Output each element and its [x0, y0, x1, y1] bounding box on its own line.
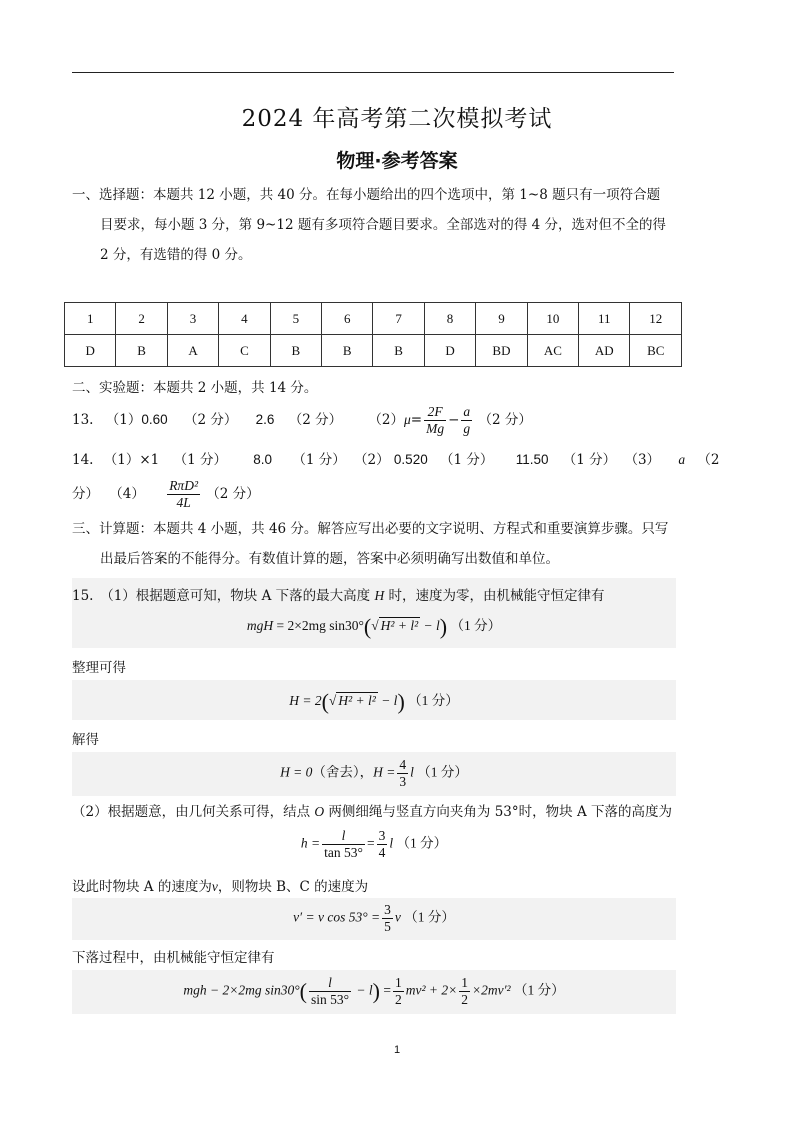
q14-value4: 11.50	[515, 452, 549, 467]
eq-term: mgh − 2×2mg sin30°	[183, 982, 300, 998]
fraction-numerator: 3	[384, 902, 391, 917]
question-number: 4	[219, 303, 270, 335]
eq-note: （舍去），	[312, 764, 374, 780]
eq-fraction	[459, 975, 470, 1008]
eq-fraction	[309, 975, 351, 1008]
answer-cell: AC	[527, 335, 578, 367]
page-number: 1	[393, 1044, 401, 1056]
q13-value2: 2.6	[255, 412, 275, 427]
fraction-denominator: g	[463, 421, 471, 436]
eq-fraction	[377, 828, 388, 861]
q13-score2: （2 分）	[288, 412, 343, 428]
answer-table-answers-row	[65, 335, 682, 367]
page-title: 2024 年高考第二次模拟考试	[241, 106, 553, 132]
eq-score: （1 分）	[396, 835, 448, 851]
answer-table-numbers-row	[65, 303, 682, 335]
question-number: 6	[322, 303, 373, 335]
answer-cell: D	[65, 335, 116, 367]
section1-line3: 2 分，有选错的得 0 分。	[100, 247, 252, 263]
q15-label-conservation: 下落过程中，由机械能守恒定律有	[72, 950, 275, 966]
answer-cell: B	[373, 335, 424, 367]
question-number: 2	[116, 303, 167, 335]
section3-instructions	[72, 514, 676, 574]
q15-equation-5	[72, 902, 676, 935]
answer-cell: AD	[579, 335, 630, 367]
question-number: 12	[630, 303, 682, 335]
eq-sqrt: H² + l²	[338, 693, 376, 709]
section2-heading: 二、实验题：本题共 2 小题，共 14 分。	[72, 380, 318, 396]
question-number: 11	[579, 303, 630, 335]
q15-part2-text	[72, 800, 672, 820]
q15-equation-1: mgH = 2×2mg sin30°(√ H² + l² − l) （1 分）	[246, 614, 502, 639]
q14-fraction	[167, 478, 200, 511]
eq-term: − l	[377, 693, 398, 709]
eq-term: mgH	[246, 618, 274, 634]
q14-score5b: 分）	[72, 486, 99, 502]
answer-cell: B	[270, 335, 321, 367]
eq-fraction	[397, 757, 408, 790]
q13-minus: −	[448, 412, 460, 428]
eq-term: l	[410, 764, 414, 780]
q14-part2-label: （2）	[354, 452, 390, 468]
fraction-denominator: Mg	[426, 421, 445, 436]
eq-fraction	[382, 902, 393, 935]
fraction-numerator: l	[322, 828, 365, 845]
eq-term: v′ = v cos 53° =	[293, 909, 381, 925]
eq-score: （1 分）	[404, 909, 455, 925]
q15-part2-text-1: （2）根据题意，由几何关系可得，结点	[72, 804, 315, 820]
eq-term: mv² + 2×	[405, 982, 458, 998]
eq-fraction	[322, 828, 365, 861]
q15-label-solve: 解得	[72, 732, 99, 748]
fraction-denominator: 4	[378, 845, 386, 860]
eq-term: ×2mv′²	[471, 982, 511, 998]
q15-label-text-2: ，则物块 B、C 的速度为	[217, 879, 369, 895]
question-number: 5	[270, 303, 321, 335]
q14-score5a: （2	[697, 452, 720, 468]
q13-value1: 0.60	[141, 412, 168, 427]
answer-cell: A	[167, 335, 218, 367]
eq-score: （1 分）	[513, 982, 565, 998]
eq-term: − l	[420, 618, 440, 634]
fraction-numerator: 1	[461, 975, 468, 990]
eq-score: （1 分）	[417, 764, 468, 780]
q13-score1: （2 分）	[183, 412, 238, 428]
q15-var-v: v	[211, 879, 218, 894]
answer-cell: B	[116, 335, 167, 367]
q13-fraction-2	[461, 404, 472, 437]
fraction-numerator: RπD²	[169, 478, 198, 493]
section3-line1: 三、计算题：本题共 4 小题，共 46 分。解答应写出必要的文字说明、方程式和重要演算步骤。只写	[72, 521, 669, 537]
q13-number: 13.	[72, 412, 94, 428]
section3-line2: 出最后答案的不能得分。有数值计算的题，答案中必须明确写出数值和单位。	[100, 551, 559, 567]
q13-score3: （2 分）	[478, 412, 532, 428]
top-rule	[72, 72, 674, 73]
fraction-numerator: l	[309, 975, 351, 992]
q15-intro	[72, 584, 604, 604]
eq-term: h =	[300, 835, 321, 851]
page-subtitle: 物理·参考答案	[336, 150, 458, 172]
q15-label-text: 设此时物块 A 的速度为	[72, 879, 212, 895]
q15-intro-text: 15. （1）根据题意可知，物块 A 下落的最大高度	[72, 588, 375, 604]
fraction-denominator: tan 53°	[324, 845, 363, 860]
q13-answer	[72, 404, 532, 437]
question-number: 8	[424, 303, 475, 335]
fraction-denominator: 3	[399, 774, 407, 789]
q14-score3: （1 分）	[440, 452, 494, 468]
q15-equation-3	[72, 757, 676, 790]
q14-a: a	[678, 452, 686, 467]
q15-equation-4	[72, 828, 676, 861]
fraction-denominator: 2	[394, 992, 402, 1007]
answer-cell: BC	[630, 335, 682, 367]
q13-equals: =	[410, 412, 423, 428]
eq-term: v	[394, 909, 401, 925]
q15-intro-text-2: 时，速度为零，由机械能守恒定律有	[384, 588, 605, 604]
eq-term: l	[389, 835, 394, 851]
q14-value2: 8.0	[253, 452, 273, 467]
q14-number: 14.	[72, 452, 94, 468]
q14-score4: （1 分）	[562, 452, 617, 468]
question-number: 10	[527, 303, 578, 335]
fraction-numerator: 3	[378, 828, 386, 843]
fraction-denominator: sin 53°	[310, 992, 350, 1007]
q14-score6: （2 分）	[206, 486, 260, 502]
fraction-numerator: 2F	[424, 404, 446, 421]
answer-cell: C	[219, 335, 270, 367]
answer-cell: B	[322, 335, 373, 367]
q14-part1: （1）×1	[103, 452, 160, 468]
q15-part2-text-2: 两侧细绳与竖直方向夹角为 53°时，物块 A 下落的高度为	[324, 804, 672, 820]
q14-score2: （1 分）	[292, 452, 346, 468]
q15-var-O: O	[314, 804, 325, 819]
eq-sqrt: H² + l²	[380, 618, 419, 634]
q14-part3-label: （3）	[624, 452, 661, 468]
section1-instructions	[72, 180, 676, 270]
eq-term: =	[366, 835, 375, 851]
eq-score: （1 分）	[408, 693, 459, 709]
fraction-numerator: 4	[399, 757, 407, 772]
question-number: 3	[167, 303, 218, 335]
section1-line1: 一、选择题：本题共 12 小题，共 40 分。在每小题给出的四个选项中，第 1~8 题只有一项符合题	[72, 187, 661, 203]
eq-term: − l	[353, 982, 373, 998]
fraction-denominator: 4L	[176, 495, 191, 510]
eq-term: H = 2	[289, 693, 322, 709]
fraction-denominator: 2	[461, 992, 468, 1007]
eq-fraction	[393, 975, 404, 1008]
q14-answer-line1	[72, 448, 720, 468]
eq-term: = 2×2mg sin30°	[273, 618, 364, 634]
section1-line2: 目要求，每小题 3 分，第 9~12 题有多项符合题目要求。全部选对的得 4 分，选对但不全的得	[100, 217, 667, 233]
q13-fraction-1	[424, 404, 446, 437]
q14-part4-label: （4）	[109, 486, 145, 502]
q13-mu: μ	[404, 412, 411, 427]
question-number: 7	[373, 303, 424, 335]
answer-cell: D	[424, 335, 475, 367]
q15-equation-2: H = 2(√ H² + l² − l) （1 分）	[289, 689, 459, 714]
q13-part2-label: （2）	[368, 412, 404, 428]
q14-score1: （1 分）	[173, 452, 227, 468]
answer-cell: BD	[476, 335, 527, 367]
q13-part1-label: （1）	[105, 412, 142, 428]
eq-term: H =	[373, 764, 396, 780]
fraction-numerator: 1	[394, 975, 402, 990]
q15-equation-6: mgh − 2×2mg sin30°( $\frac{l}{\sin 53^\circ}$ − l) = $\frac{1}{2}$ mv² + 2× $\frac{1}{2}$ ×2mv′² （1 分）	[183, 975, 565, 1007]
q15-label-velocity	[72, 875, 368, 895]
q14-value3: 0.520	[393, 452, 428, 467]
question-number: 9	[476, 303, 527, 335]
eq-score: （1 分）	[450, 618, 502, 634]
answer-table	[64, 302, 682, 367]
eq-term: =	[379, 982, 391, 998]
eq-term: H = 0	[280, 764, 313, 780]
question-number: 1	[65, 303, 116, 335]
q15-var-H: H	[374, 588, 385, 603]
fraction-denominator: 5	[384, 919, 391, 934]
q14-answer-line2	[72, 478, 260, 511]
fraction-numerator: a	[463, 404, 471, 419]
q15-label-rearrange: 整理可得	[72, 660, 126, 676]
